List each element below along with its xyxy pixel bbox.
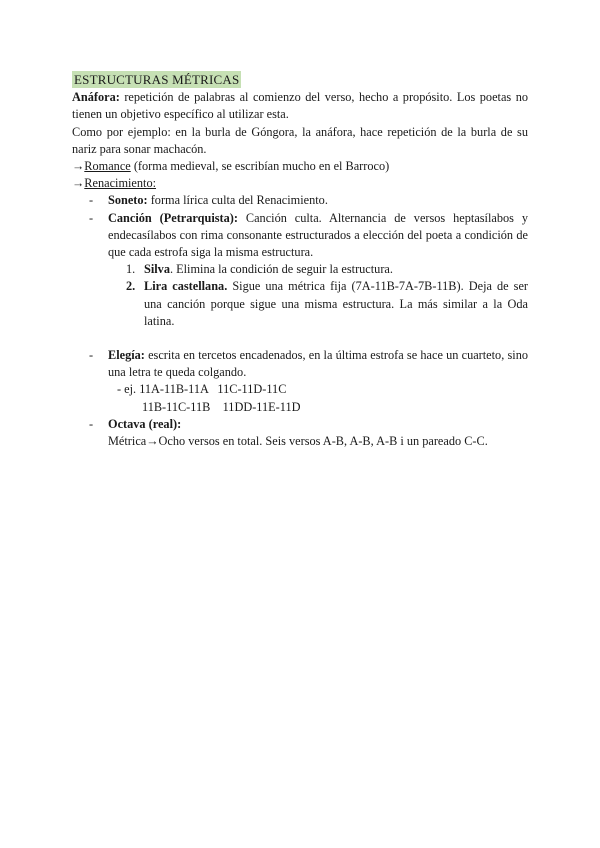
- soneto-item: [72, 192, 528, 209]
- soneto-text: forma lírica culta del Renacimiento.: [147, 193, 328, 208]
- document-body: [72, 71, 528, 450]
- anafora-term: Anáfora:: [72, 90, 120, 105]
- elegia-item: [72, 347, 528, 381]
- page-title: ESTRUCTURAS MÉTRICAS: [74, 72, 240, 87]
- dash-bullet: -: [89, 348, 94, 363]
- lira-text: Sigue una métrica fija (7A-11B-7A-7B-11B). Deja de ser una canción porque sigue una misma estructura. La más similar a la Oda latina.: [144, 279, 528, 328]
- elegia-example-line: - ej. 11A-11B-11A 11C-11D-11C: [117, 382, 287, 397]
- silva-text: . Elimina la condición de seguir la estructura.: [169, 262, 393, 277]
- cancion-term: Canción (Petrarquista):: [108, 210, 238, 225]
- elegia-term: Elegía:: [108, 348, 145, 363]
- renacimiento-line: [72, 175, 528, 192]
- dash-bullet: -: [89, 210, 94, 225]
- spacer: [72, 330, 528, 347]
- silva-term: Silva: [144, 262, 170, 277]
- elegia-example-line: 11B-11C-11B 11DD-11E-11D: [142, 399, 301, 414]
- octava-item: [72, 416, 528, 450]
- dash-bullet: -: [89, 193, 94, 208]
- list-number: 1.: [126, 262, 136, 277]
- arrow-icon: →: [72, 159, 85, 174]
- octava-term: Octava (real):: [108, 416, 182, 431]
- soneto-term: Soneto:: [108, 193, 148, 208]
- cancion-text: Canción culta. Alternancia de versos heptasílabos y endecasílabos con rima consonante estructurados a elección del poeta a condición de que cada estrofa siga la misma estructura.: [108, 210, 528, 260]
- romance-term: Romance: [84, 159, 131, 174]
- list-number: 2.: [126, 279, 136, 294]
- arrow-icon: →: [72, 176, 85, 191]
- octava-text: Métrica→Ocho versos en total. Seis versos A-B, A-B, A-B i un pareado C-C.: [108, 434, 488, 449]
- silva-item: [72, 261, 528, 278]
- romance-line: [72, 158, 528, 175]
- lira-item: [72, 278, 528, 330]
- elegia-text: escrita en tercetos encadenados, en la última estrofa se hace un cuarteto, sino una letra te queda colgando.: [108, 348, 528, 380]
- romance-text: (forma medieval, se escribían mucho en el Barroco): [130, 159, 390, 174]
- renacimiento-term: Renacimiento:: [84, 176, 157, 191]
- cancion-item: [72, 210, 528, 262]
- anafora-paragraph: [72, 89, 528, 123]
- anafora-example: Como por ejemplo: en la burla de Góngora, la anáfora, hace repetición de la burla de su nariz para sonar machacón.: [72, 124, 528, 156]
- anafora-text: repetición de palabras al comienzo del verso, hecho a propósito. Los poetas no tienen un objetivo específico al utilizar esta.: [72, 90, 528, 122]
- dash-bullet: -: [89, 416, 94, 431]
- lira-term: Lira castellana.: [144, 279, 228, 294]
- title-line: [72, 71, 528, 89]
